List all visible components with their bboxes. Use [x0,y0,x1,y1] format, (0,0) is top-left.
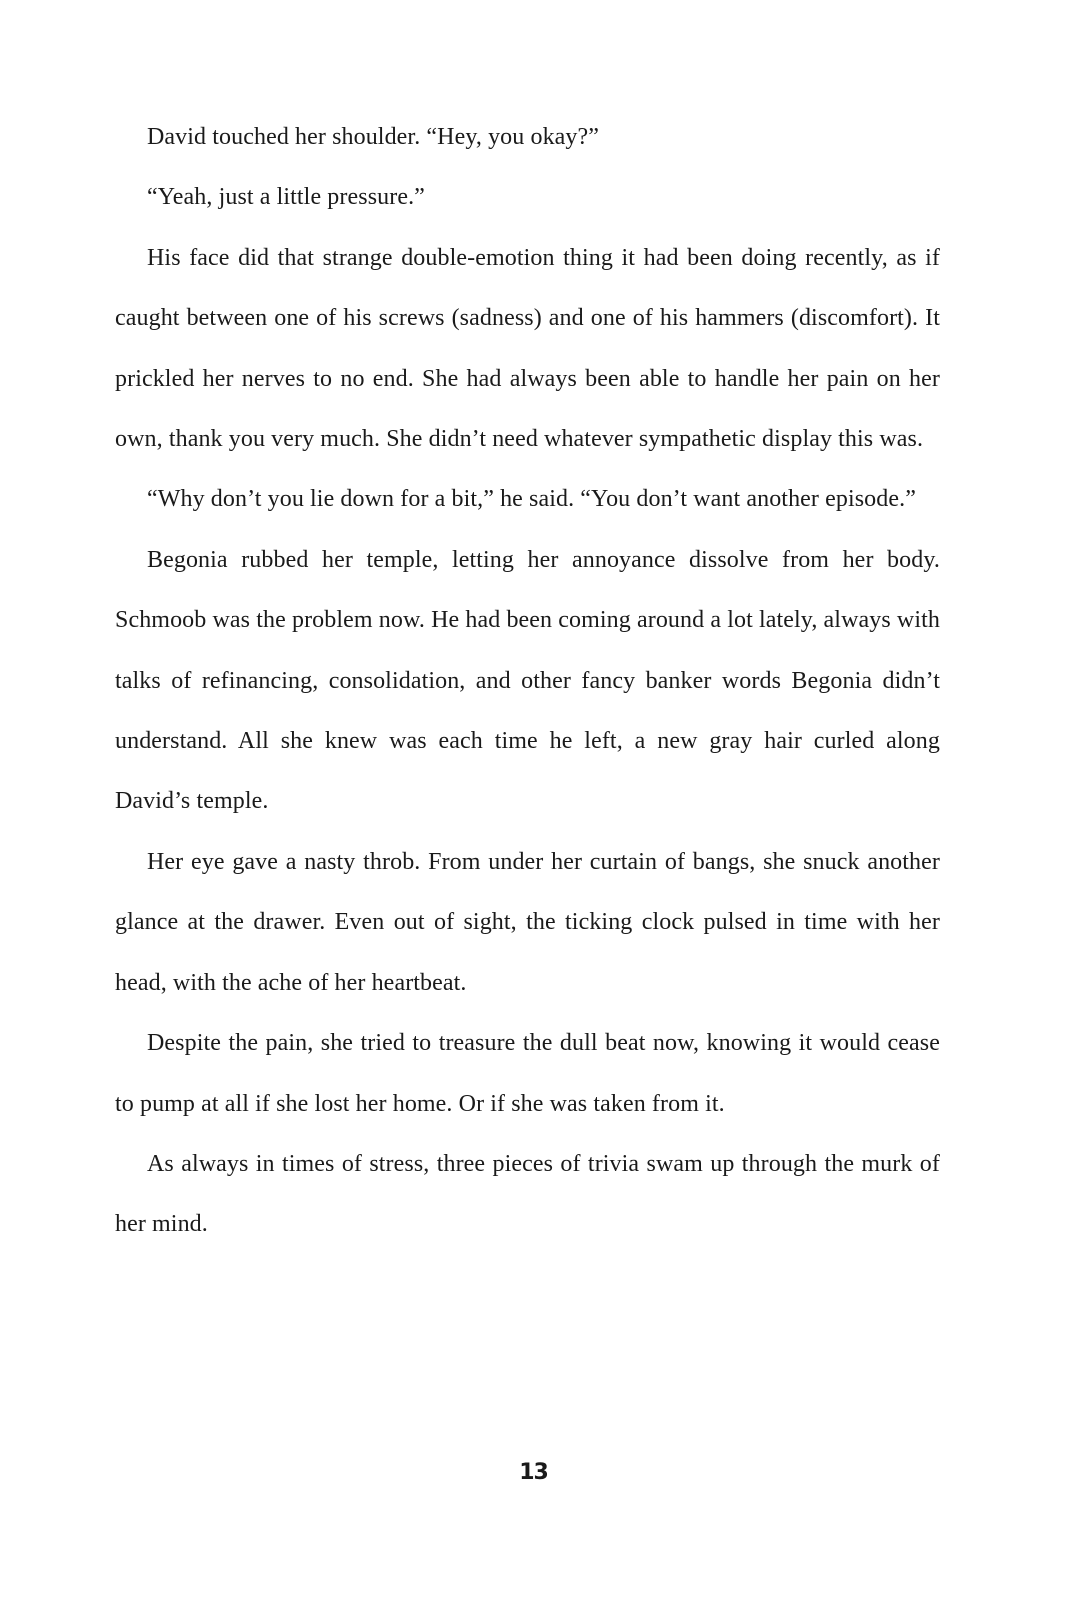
body-text [115,107,940,1255]
paragraph: Her eye gave a nasty throb. From under her curtain of bangs, she snuck another glance at the drawer. Even out of sight, the ticking clock pulsed in time with her head, with the ache of her heartbeat. [115,848,940,996]
paragraph: “Yeah, just a little pressure.” [147,184,425,211]
paragraph: His face did that strange double-emotion thing it had been doing recently, as if caught between one of his screws (sadness) and one of his hammers (discomfort). It prickled her nerves to no end. She had always been able to handle her pain on her own, thank you very much. She didn’t need whatever sympathetic display this was. [115,244,940,453]
page-number: 13 [519,1460,548,1485]
paragraph: As always in times of stress, three pieces of trivia swam up through the murk of her mind. [115,1150,940,1238]
paragraph: Begonia rubbed her temple, letting her annoyance dissolve from her body. Schmoob was the problem now. He had been coming around a lot lately, always with talks of refinancing, consolidation, and other fancy banker words Begonia didn’t understand. All she knew was each time he left, a new gray hair curled along David’s temple. [115,546,940,815]
paragraph: “Why don’t you lie down for a bit,” he said. “You don’t want another episode.” [147,486,916,513]
paragraph: David touched her shoulder. “Hey, you okay?” [147,124,600,150]
paragraph: Despite the pain, she tried to treasure the dull beat now, knowing it would cease to pump at all if she lost her home. Or if she was taken from it. [115,1030,940,1117]
